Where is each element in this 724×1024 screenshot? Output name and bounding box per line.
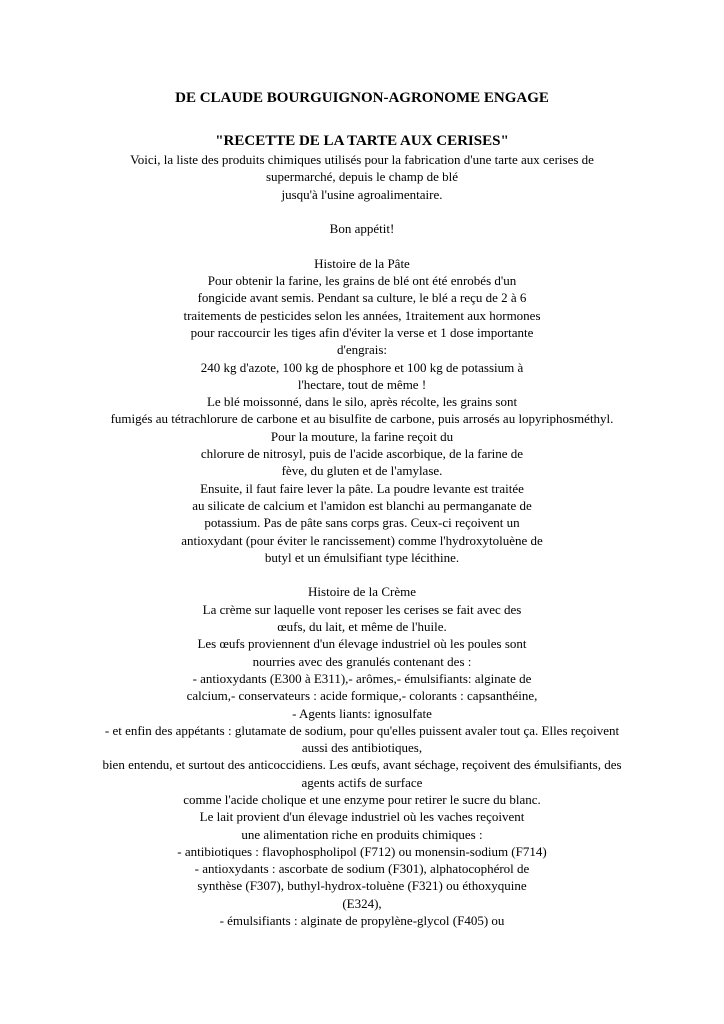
section-heading-creme: Histoire de la Crème xyxy=(308,584,416,600)
body-line: Ensuite, il faut faire lever la pâte. La poudre levante est traitée xyxy=(200,480,524,496)
body-line: synthèse (F307), buthyl-hydrox-toluène (F321) ou éthoxyquine xyxy=(197,878,527,894)
body-line: - antibiotiques : flavophospholipol (F712) ou monensin-sodium (F714) xyxy=(177,843,547,859)
body-line: l'hectare, tout de même ! xyxy=(297,376,427,392)
body-line: une alimentation riche en produits chimiques : xyxy=(241,826,483,842)
body-line: Le lait provient d'un élevage industriel où les vaches reçoivent xyxy=(199,809,525,825)
body-line: œufs, du lait, et même de l'huile. xyxy=(277,619,447,635)
body-line: antioxydant (pour éviter le rancissement) comme l'hydroxytoluène de xyxy=(181,532,543,548)
author-heading: DE CLAUDE BOURGUIGNON-AGRONOME ENGAGE xyxy=(175,90,549,106)
blank-line xyxy=(0,566,724,583)
document-body xyxy=(0,151,724,929)
body-line: calcium,- conservateurs : acide formique,- colorants : capsanthéine, xyxy=(186,688,538,704)
greeting: Bon appétit! xyxy=(329,221,395,237)
body-line: 240 kg d'azote, 100 kg de phosphore et 100 kg de potassium à xyxy=(200,359,524,375)
body-line: butyl et un émulsifiant type lécithine. xyxy=(264,549,460,565)
body-line: - antioxydants : ascorbate de sodium (F301), alphatocophérol de xyxy=(194,861,530,877)
section-pate-text xyxy=(0,272,724,566)
blank-line xyxy=(0,237,724,254)
body-line: Pour obtenir la farine, les grains de blé ont été enrobés d'un xyxy=(207,273,517,289)
body-line: traitements de pesticides selon les années, 1traitement aux hormones xyxy=(183,307,541,323)
body-line: d'engrais: xyxy=(337,342,387,358)
body-line: aussi des antibiotiques, xyxy=(301,740,423,756)
body-line: comme l'acide cholique et une enzyme pour retirer le sucre du blanc. xyxy=(183,791,541,807)
body-line: Le blé moissonné, dans le silo, après récolte, les grains sont xyxy=(206,394,518,410)
body-line: fumigés au tétrachlorure de carbone et au bisulfite de carbone, puis arrosés au lopyriphosméthyl. xyxy=(110,411,614,427)
body-line: - émulsifiants : alginate de propylène-glycol (F405) ou xyxy=(219,913,505,929)
body-line: Les œufs proviennent d'un élevage industriel où les poules sont xyxy=(197,636,527,652)
section-heading-pate: Histoire de la Pâte xyxy=(314,255,410,271)
body-line: - et enfin des appétants : glutamate de sodium, pour qu'elles puissent avaler tout ça. Elles reçoivent xyxy=(104,722,620,738)
body-line: agents actifs de surface xyxy=(301,774,423,790)
body-line: (E324), xyxy=(342,895,382,911)
body-line: potassium. Pas de pâte sans corps gras. Ceux-ci reçoivent un xyxy=(204,515,520,531)
body-line: - antioxydants (E300 à E311),- arômes,- émulsifiants: alginate de xyxy=(192,670,532,686)
body-line: pour raccourcir les tiges afin d'éviter la verse et 1 dose importante xyxy=(190,324,534,340)
body-line: bien entendu, et surtout des anticoccidiens. Les œufs, avant séchage, reçoivent des émulsifiants, des xyxy=(102,757,622,773)
section-creme-text xyxy=(0,601,724,930)
intro-line: supermarché, depuis le champ de blé xyxy=(265,169,459,185)
intro-line: Voici, la liste des produits chimiques utilisés pour la fabrication d'une tarte aux cerises de xyxy=(130,152,594,167)
body-line: - Agents liants: ignosulfate xyxy=(292,705,432,721)
body-line: fève, du gluten et de l'amylase. xyxy=(281,463,443,479)
blank-line xyxy=(0,203,724,220)
body-line: nourries avec des granulés contenant des : xyxy=(252,653,472,669)
recipe-title: "RECETTE DE LA TARTE AUX CERISES" xyxy=(215,133,509,149)
intro-line: jusqu'à l'usine agroalimentaire. xyxy=(281,186,443,202)
body-line: chlorure de nitrosyl, puis de l'acide ascorbique, de la farine de xyxy=(200,446,524,462)
body-line: Pour la mouture, la farine reçoit du xyxy=(270,428,454,444)
body-line: La crème sur laquelle vont reposer les cerises se fait avec des xyxy=(202,601,522,617)
body-line: fongicide avant semis. Pendant sa culture, le blé a reçu de 2 à 6 xyxy=(197,290,527,306)
body-line: au silicate de calcium et l'amidon est blanchi au permanganate de xyxy=(192,497,532,513)
